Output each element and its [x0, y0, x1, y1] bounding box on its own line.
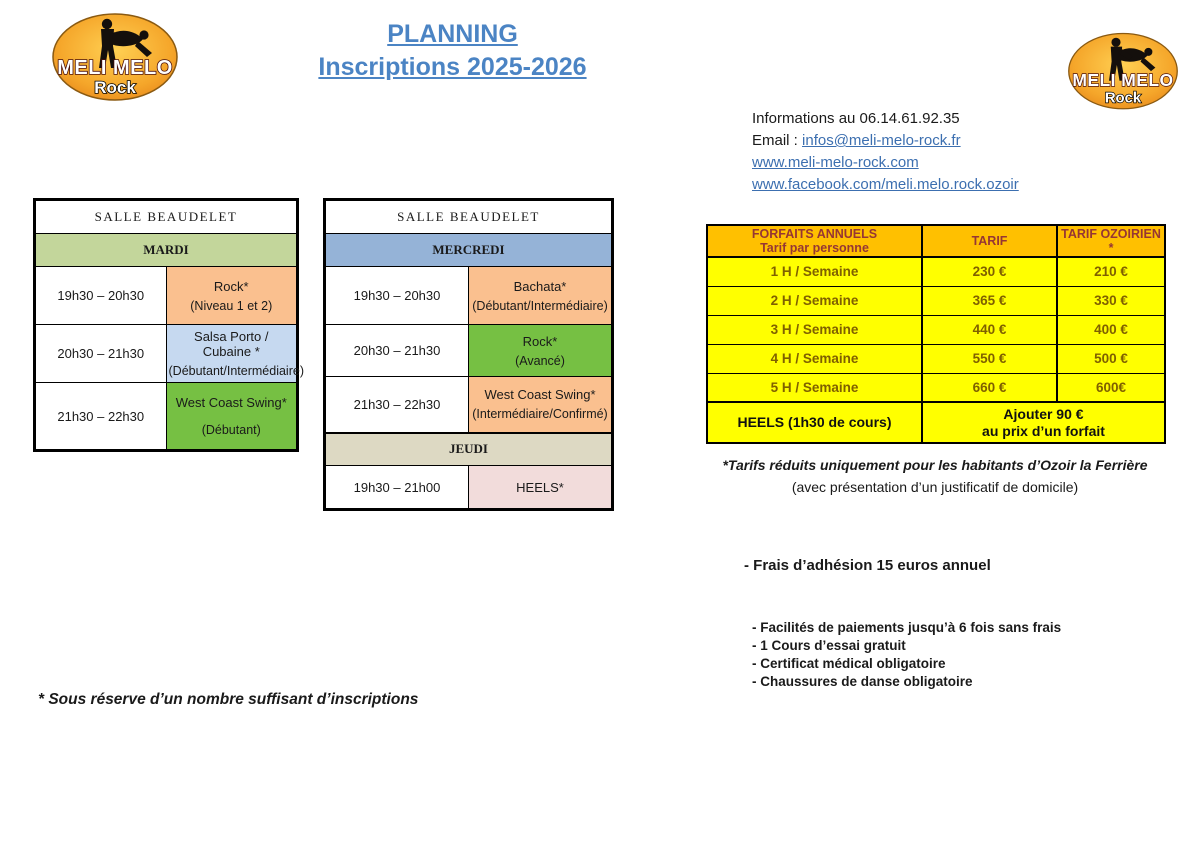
class-cell	[166, 267, 298, 325]
class-level: (Avancé)	[515, 353, 565, 368]
table-row	[707, 286, 1165, 315]
pricing-heels-value	[922, 402, 1165, 443]
class-cell	[166, 383, 298, 451]
tarif-reduit-line2: (avec présentation d’un justificatif de domicile)	[791, 479, 1079, 495]
facebook-link[interactable]: www.facebook.com/meli.melo.rock.ozoir	[752, 176, 1019, 193]
email-link[interactable]: infos@meli-melo-rock.fr	[802, 132, 961, 149]
pricing-heels-line2: au prix d’un forfait	[982, 422, 1105, 439]
time-slot: 21h30 – 22h30	[35, 383, 167, 451]
tarif-reduit-note	[690, 454, 1180, 498]
pricing-tarif: 230 €	[922, 257, 1057, 286]
table-row	[325, 267, 613, 325]
pricing-label: 3 H / Semaine	[707, 315, 922, 344]
class-level: (Débutant/Intermédiaire)	[168, 364, 304, 378]
time-slot: 19h30 – 20h30	[325, 267, 469, 325]
time-slot: 20h30 – 21h30	[325, 325, 469, 377]
adhesion-note: - Frais d’adhésion 15 euros annuel	[744, 557, 991, 574]
contact-block	[752, 108, 1019, 196]
table-row	[325, 200, 613, 234]
day-header-mercredi: MERCREDI	[325, 234, 613, 267]
pricing-header-tarif: TARIF	[922, 225, 1057, 257]
pricing-label: 2 H / Semaine	[707, 286, 922, 315]
pricing-header-line2: Tarif par personne	[760, 241, 869, 255]
pricing-header-forfaits	[707, 225, 922, 257]
tarif-reduit-line1: *Tarifs réduits uniquement pour les habitants d’Ozoir la Ferrière	[722, 457, 1148, 473]
table-row	[707, 402, 1165, 443]
table-row	[35, 234, 298, 267]
class-name: HEELS*	[516, 479, 564, 495]
class-level: (Intermédiaire/Confirmé)	[472, 407, 608, 422]
title-line-planning: PLANNING	[387, 20, 518, 48]
venue-header: SALLE BEAUDELET	[325, 200, 613, 234]
pricing-label: 4 H / Semaine	[707, 344, 922, 373]
list-item: - Facilités de paiements jusqu’à 6 fois sans frais	[752, 620, 1062, 635]
time-slot: 20h30 – 21h30	[35, 325, 167, 383]
class-name: West Coast Swing*	[175, 395, 287, 410]
pricing-ozoirien: 210 €	[1057, 257, 1165, 286]
website-link[interactable]: www.meli-melo-rock.com	[752, 154, 919, 171]
pricing-tarif: 440 €	[922, 315, 1057, 344]
table-row	[325, 325, 613, 377]
pricing-label: 5 H / Semaine	[707, 373, 922, 402]
class-name: Rock*	[213, 278, 249, 294]
class-cell	[469, 466, 613, 510]
class-cell	[469, 377, 613, 433]
time-slot: 21h30 – 22h30	[325, 377, 469, 433]
table-row	[35, 267, 298, 325]
logo-text-rock: Rock	[94, 78, 136, 97]
pricing-tarif: 660 €	[922, 373, 1057, 402]
logo-text-meli-melo: MELI MELO	[1072, 70, 1174, 90]
pricing-header-tarif-ozoirien: TARIF OZOIRIEN *	[1057, 225, 1165, 257]
pricing-ozoirien: 330 €	[1057, 286, 1165, 315]
page-title	[280, 18, 625, 84]
table-row	[707, 373, 1165, 402]
contact-email-label: Email :	[752, 132, 803, 149]
pricing-table	[706, 224, 1166, 444]
table-row	[707, 344, 1165, 373]
schedule-table-mercredi-jeudi	[323, 198, 614, 511]
title-line-inscriptions: Inscriptions 2025-2026	[318, 53, 587, 81]
time-slot: 19h30 – 21h00	[325, 466, 469, 510]
class-cell	[469, 267, 613, 325]
contact-phone: Informations au 06.14.61.92.35	[752, 110, 960, 127]
table-row	[707, 315, 1165, 344]
day-header-mardi: MARDI	[35, 234, 298, 267]
pricing-header-line1: FORFAITS ANNUELS	[751, 227, 878, 241]
class-cell	[469, 325, 613, 377]
table-row	[35, 383, 298, 451]
reserve-note: * Sous réserve d’un nombre suffisant d’inscriptions	[38, 691, 419, 708]
pricing-ozoirien: 400 €	[1057, 315, 1165, 344]
venue-header: SALLE BEAUDELET	[35, 200, 298, 234]
conditions-list	[752, 619, 1061, 691]
meli-melo-logo-left	[50, 10, 180, 106]
time-slot: 19h30 – 20h30	[35, 267, 167, 325]
table-row	[35, 200, 298, 234]
list-item: - Certificat médical obligatoire	[752, 656, 946, 671]
class-name: Bachata*	[513, 278, 567, 294]
table-row	[325, 377, 613, 433]
pricing-ozoirien: 600€	[1057, 373, 1165, 402]
pricing-tarif: 550 €	[922, 344, 1057, 373]
class-name: Salsa Porto / Cubaine *	[194, 329, 269, 359]
class-cell	[166, 325, 304, 383]
dance-couple-logo-icon	[50, 10, 180, 106]
pricing-label: 1 H / Semaine	[707, 257, 922, 286]
pricing-heels-line1: Ajouter 90 €	[1003, 405, 1084, 422]
pricing-tarif: 365 €	[922, 286, 1057, 315]
pricing-heels-label: HEELS (1h30 de cours)	[707, 402, 922, 443]
schedule-table-mardi	[33, 198, 304, 452]
pricing-ozoirien: 500 €	[1057, 344, 1165, 373]
list-item: - 1 Cours d’essai gratuit	[752, 638, 906, 653]
logo-text-meli-melo: MELI MELO	[57, 57, 173, 79]
table-row	[707, 257, 1165, 286]
table-row	[325, 234, 613, 267]
class-level: (Débutant)	[201, 423, 261, 437]
table-row	[35, 325, 298, 383]
class-name: West Coast Swing*	[484, 387, 596, 403]
class-name: Rock*	[522, 333, 558, 349]
table-row	[707, 225, 1165, 257]
day-header-jeudi: JEUDI	[325, 433, 613, 466]
table-row	[325, 466, 613, 510]
contact-email-line	[752, 130, 1019, 152]
class-level: (Débutant/Intermédiaire)	[472, 298, 608, 313]
class-level: (Niveau 1 et 2)	[190, 298, 273, 313]
table-row	[325, 433, 613, 466]
meli-melo-logo-right	[1056, 30, 1190, 114]
logo-text-rock: Rock	[1104, 90, 1142, 107]
dance-couple-logo-icon	[1056, 30, 1190, 114]
list-item: - Chaussures de danse obligatoire	[752, 674, 973, 689]
